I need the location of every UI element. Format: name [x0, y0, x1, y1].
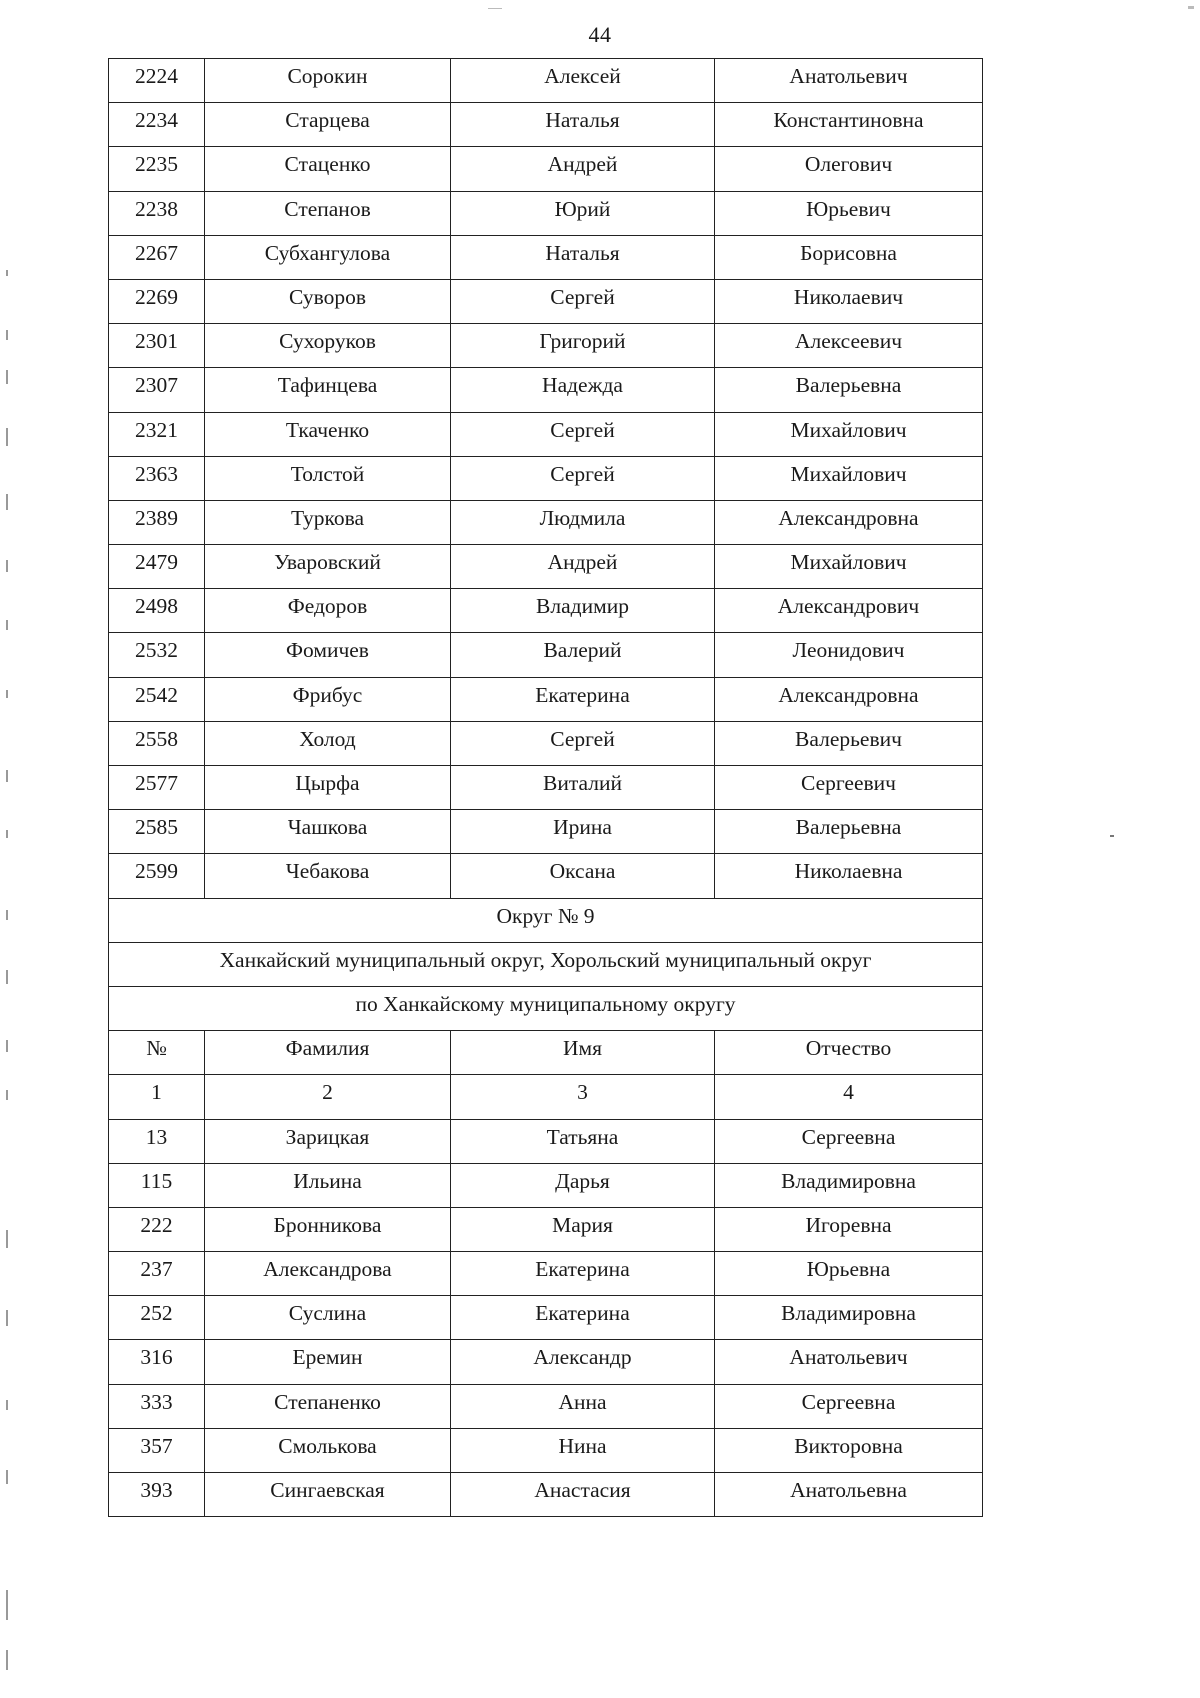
- cell-first-name: Мария: [451, 1207, 715, 1251]
- cell-first-name: Владимир: [451, 589, 715, 633]
- header-last-name: Фамилия: [205, 1031, 451, 1075]
- cell-patronymic: Валерьевна: [715, 368, 983, 412]
- cell-patronymic: Леонидович: [715, 633, 983, 677]
- cell-first-name: Виталий: [451, 766, 715, 810]
- scan-mark: [1188, 6, 1194, 9]
- table-row: [109, 1296, 983, 1340]
- cell-number: 393: [109, 1473, 205, 1517]
- cell-first-name: Юрий: [451, 191, 715, 235]
- cell-patronymic: Сергеевна: [715, 1119, 983, 1163]
- table-row: [109, 1473, 983, 1517]
- cell-number: 2479: [109, 545, 205, 589]
- scan-mark: [488, 8, 502, 9]
- table-row: [109, 633, 983, 677]
- cell-number: 2558: [109, 721, 205, 765]
- column-number: 3: [451, 1075, 715, 1119]
- cell-patronymic: Николаевна: [715, 854, 983, 898]
- column-numbers-row: [109, 1075, 983, 1119]
- cell-patronymic: Владимировна: [715, 1163, 983, 1207]
- cell-number: 2542: [109, 677, 205, 721]
- page-number: 44: [588, 22, 612, 47]
- table-row: [109, 103, 983, 147]
- table-row: [109, 279, 983, 323]
- top-rows: [109, 59, 983, 899]
- cell-last-name: Стаценко: [205, 147, 451, 191]
- cell-number: 2224: [109, 59, 205, 103]
- cell-last-name: Суслина: [205, 1296, 451, 1340]
- cell-number: 2363: [109, 456, 205, 500]
- table-row: [109, 412, 983, 456]
- table-row: [109, 147, 983, 191]
- cell-number: 316: [109, 1340, 205, 1384]
- cell-first-name: Нина: [451, 1428, 715, 1472]
- cell-patronymic: Викторовна: [715, 1428, 983, 1472]
- cell-last-name: Степаненко: [205, 1384, 451, 1428]
- cell-number: 2577: [109, 766, 205, 810]
- cell-patronymic: Александровна: [715, 500, 983, 544]
- cell-last-name: Александрова: [205, 1252, 451, 1296]
- table-row: [109, 677, 983, 721]
- cell-patronymic: Михайлович: [715, 456, 983, 500]
- cell-last-name: Туркова: [205, 500, 451, 544]
- table-row: [109, 854, 983, 898]
- cell-number: 357: [109, 1428, 205, 1472]
- cell-patronymic: Михайлович: [715, 545, 983, 589]
- header-patronymic: Отчество: [715, 1031, 983, 1075]
- table-row: [109, 456, 983, 500]
- cell-first-name: Валерий: [451, 633, 715, 677]
- table-row: [109, 721, 983, 765]
- cell-first-name: Наталья: [451, 235, 715, 279]
- cell-first-name: Андрей: [451, 147, 715, 191]
- cell-number: 2498: [109, 589, 205, 633]
- cell-last-name: Ильина: [205, 1163, 451, 1207]
- cell-number: 2389: [109, 500, 205, 544]
- column-number: 1: [109, 1075, 205, 1119]
- cell-patronymic: Юрьевич: [715, 191, 983, 235]
- column-number: 2: [205, 1075, 451, 1119]
- cell-patronymic: Анатольевич: [715, 1340, 983, 1384]
- cell-last-name: Толстой: [205, 456, 451, 500]
- cell-last-name: Субхангулова: [205, 235, 451, 279]
- table-row: [109, 589, 983, 633]
- cell-first-name: Андрей: [451, 545, 715, 589]
- cell-patronymic: Анатольевна: [715, 1473, 983, 1517]
- cell-first-name: Надежда: [451, 368, 715, 412]
- cell-number: 2301: [109, 324, 205, 368]
- cell-number: 2321: [109, 412, 205, 456]
- cell-number: 2269: [109, 279, 205, 323]
- cell-last-name: Цырфа: [205, 766, 451, 810]
- header-num: №: [109, 1031, 205, 1075]
- table-row: [109, 545, 983, 589]
- cell-patronymic: Сергеевич: [715, 766, 983, 810]
- cell-last-name: Сухоруков: [205, 324, 451, 368]
- table-row: [109, 191, 983, 235]
- cell-number: 222: [109, 1207, 205, 1251]
- table-row: [109, 1340, 983, 1384]
- subsection-title: по Ханкайскому муниципальному округу: [109, 986, 983, 1030]
- cell-patronymic: Олегович: [715, 147, 983, 191]
- cell-first-name: Оксана: [451, 854, 715, 898]
- table-row: [109, 1207, 983, 1251]
- cell-number: 2235: [109, 147, 205, 191]
- cell-first-name: Анна: [451, 1384, 715, 1428]
- cell-patronymic: Анатольевич: [715, 59, 983, 103]
- cell-first-name: Сергей: [451, 456, 715, 500]
- subsection-row: [109, 986, 983, 1030]
- cell-number: 2238: [109, 191, 205, 235]
- cell-number: 13: [109, 1119, 205, 1163]
- table-row: [109, 766, 983, 810]
- cell-patronymic: Валерьевич: [715, 721, 983, 765]
- cell-last-name: Зарицкая: [205, 1119, 451, 1163]
- table-row: [109, 500, 983, 544]
- roster-table: [108, 58, 983, 1517]
- cell-last-name: Ткаченко: [205, 412, 451, 456]
- municipalities-row: [109, 942, 983, 986]
- cell-last-name: Степанов: [205, 191, 451, 235]
- cell-last-name: Чашкова: [205, 810, 451, 854]
- cell-number: 2234: [109, 103, 205, 147]
- table-row: [109, 1428, 983, 1472]
- cell-last-name: Суворов: [205, 279, 451, 323]
- cell-number: 2532: [109, 633, 205, 677]
- table-row: [109, 235, 983, 279]
- cell-patronymic: Сергеевна: [715, 1384, 983, 1428]
- cell-last-name: Холод: [205, 721, 451, 765]
- section-block: [109, 898, 983, 1119]
- cell-patronymic: Юрьевна: [715, 1252, 983, 1296]
- cell-last-name: Еремин: [205, 1340, 451, 1384]
- cell-number: 237: [109, 1252, 205, 1296]
- cell-number: 2585: [109, 810, 205, 854]
- table-row: [109, 1119, 983, 1163]
- cell-number: 252: [109, 1296, 205, 1340]
- cell-patronymic: Игоревна: [715, 1207, 983, 1251]
- cell-patronymic: Александрович: [715, 589, 983, 633]
- cell-last-name: Сорокин: [205, 59, 451, 103]
- cell-first-name: Сергей: [451, 279, 715, 323]
- cell-last-name: Чебакова: [205, 854, 451, 898]
- cell-last-name: Федоров: [205, 589, 451, 633]
- cell-patronymic: Николаевич: [715, 279, 983, 323]
- table-row: [109, 368, 983, 412]
- table-row: [109, 1163, 983, 1207]
- cell-first-name: Татьяна: [451, 1119, 715, 1163]
- cell-first-name: Екатерина: [451, 677, 715, 721]
- table-row: [109, 59, 983, 103]
- cell-patronymic: Валерьевна: [715, 810, 983, 854]
- cell-number: 115: [109, 1163, 205, 1207]
- cell-patronymic: Борисовна: [715, 235, 983, 279]
- cell-patronymic: Константиновна: [715, 103, 983, 147]
- table-row: [109, 1252, 983, 1296]
- column-number: 4: [715, 1075, 983, 1119]
- cell-last-name: Фомичев: [205, 633, 451, 677]
- cell-first-name: Дарья: [451, 1163, 715, 1207]
- cell-number: 2307: [109, 368, 205, 412]
- cell-first-name: Людмила: [451, 500, 715, 544]
- district-title: Округ № 9: [109, 898, 983, 942]
- cell-last-name: Уваровский: [205, 545, 451, 589]
- cell-first-name: Екатерина: [451, 1296, 715, 1340]
- cell-number: 2267: [109, 235, 205, 279]
- cell-first-name: Алексей: [451, 59, 715, 103]
- bottom-rows: [109, 1119, 983, 1517]
- cell-last-name: Тафинцева: [205, 368, 451, 412]
- table-row: [109, 1384, 983, 1428]
- cell-number: 333: [109, 1384, 205, 1428]
- header-first-name: Имя: [451, 1031, 715, 1075]
- table-row: [109, 324, 983, 368]
- cell-first-name: Григорий: [451, 324, 715, 368]
- cell-patronymic: Алексеевич: [715, 324, 983, 368]
- cell-patronymic: Александровна: [715, 677, 983, 721]
- cell-first-name: Екатерина: [451, 1252, 715, 1296]
- left-margin-scan-marks: [6, 270, 10, 1690]
- cell-first-name: Александр: [451, 1340, 715, 1384]
- cell-number: 2599: [109, 854, 205, 898]
- cell-first-name: Ирина: [451, 810, 715, 854]
- table-row: [109, 810, 983, 854]
- cell-last-name: Фрибус: [205, 677, 451, 721]
- cell-first-name: Анастасия: [451, 1473, 715, 1517]
- roster-table-wrapper: [108, 58, 982, 1517]
- cell-patronymic: Владимировна: [715, 1296, 983, 1340]
- scan-mark: [1110, 835, 1114, 837]
- cell-last-name: Сингаевская: [205, 1473, 451, 1517]
- header-row: [109, 1031, 983, 1075]
- cell-first-name: Наталья: [451, 103, 715, 147]
- cell-last-name: Смолькова: [205, 1428, 451, 1472]
- cell-first-name: Сергей: [451, 721, 715, 765]
- cell-last-name: Бронникова: [205, 1207, 451, 1251]
- cell-first-name: Сергей: [451, 412, 715, 456]
- cell-patronymic: Михайлович: [715, 412, 983, 456]
- municipalities-title: Ханкайский муниципальный округ, Хорольский муниципальный округ: [109, 942, 983, 986]
- district-row: [109, 898, 983, 942]
- cell-last-name: Старцева: [205, 103, 451, 147]
